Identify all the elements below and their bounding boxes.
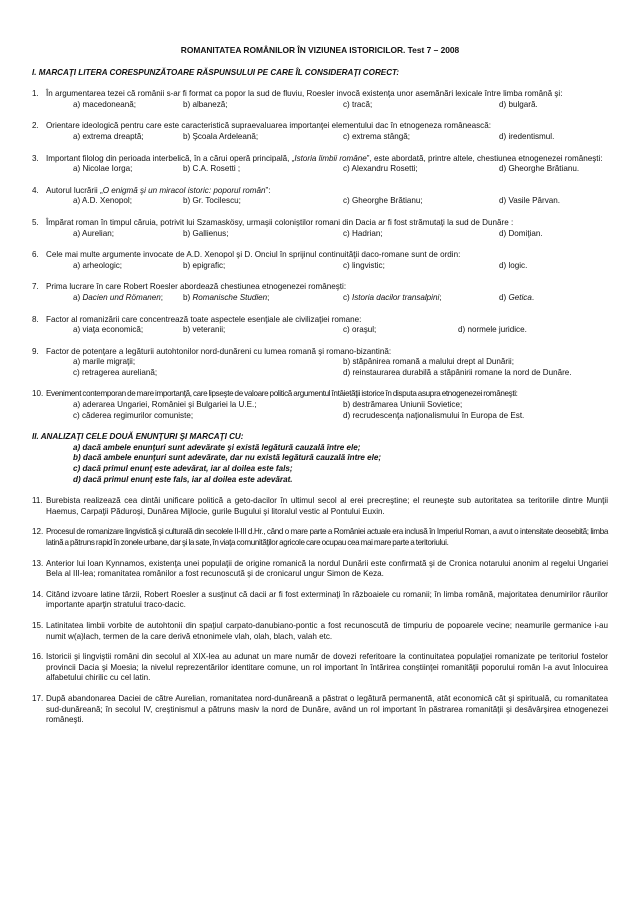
option-a[interactable]: a) arheologic;	[73, 260, 123, 270]
statement-text: După abandonarea Daciei de către Aurelian, romanitatea nord-dunăreană a păstrat o legătură permanentă, atât economică cât şi spirituală, cu romanitatea sud-dunăreană; în secolul IV, creştinismul a pătruns masiv la nord de Dunăre, având un rol important în păstrarea romanităţii şi desăvârşirea etnogenezei româneşti.	[46, 693, 608, 725]
question-text: Împărat roman în timpul căruia, potrivit lui Szamaskösy, urmaşii coloniştilor romani din Dacia ar fi fost strămutaţi la sud de Dunăre :	[46, 217, 514, 227]
answer-options	[46, 196, 608, 207]
option-b[interactable]: b) stăpânirea romană a malului drept al Dunării;	[343, 357, 514, 367]
book-title: Istoria limbii române	[294, 153, 367, 163]
key-b: b) dacă ambele enunţuri sunt adevărate, dar nu există legătură cauzală între ele;	[73, 453, 382, 463]
option-c[interactable]: c) retragerea aureliană;	[73, 367, 158, 377]
option-c[interactable]: c) extrema stângă;	[343, 131, 411, 141]
answer-options	[46, 100, 608, 111]
statement-text: Citând izvoare latine târzii, Robert Roesler a susţinut că dacii ar fi fost exterminaţi în războaiele cu romanii; în limba română, majoritatea denumirilor râurilor importante aparţin stratului traco-dacic.	[46, 589, 608, 610]
question-number: 8.	[32, 314, 39, 324]
option-letter: a)	[73, 292, 83, 302]
page-title: ROMANITATEA ROMÂNILOR ÎN VIZIUNEA ISTORICILOR. Test 7 – 2008	[180, 45, 460, 55]
option-d[interactable]: d) logic.	[499, 260, 528, 270]
option-c[interactable]: c) tracă;	[343, 99, 373, 109]
option-d[interactable]	[499, 293, 534, 304]
question-number: 3.	[32, 153, 39, 163]
statement-12	[32, 527, 608, 548]
statement-16	[32, 652, 608, 684]
answer-options	[46, 261, 608, 272]
option-punct: .	[531, 292, 535, 302]
option-c[interactable]: c) lingvistic;	[343, 260, 385, 270]
answer-options-row-2	[46, 368, 608, 379]
question-2	[32, 121, 608, 142]
answer-key-legend	[32, 443, 608, 485]
question-text: Factor al romanizării care concentrează toate aspectele esenţiale ale civilizaţiei romane:	[46, 314, 362, 324]
question-text	[46, 186, 608, 197]
option-letter: b)	[183, 292, 193, 302]
question-number: 5.	[32, 217, 39, 227]
statement-number: 11.	[32, 496, 43, 506]
option-d[interactable]: d) iredentismul.	[499, 131, 555, 141]
answer-options	[46, 229, 608, 240]
question-6	[32, 250, 608, 271]
statement-number: 13.	[32, 558, 44, 568]
option-letter: c)	[343, 292, 352, 302]
option-a[interactable]: a) Nicolae Iorga;	[73, 164, 133, 174]
question-4	[32, 186, 608, 207]
statement-text: Procesul de romanizare lingvistică şi culturală din secolele II-III d.Hr., când o mare parte a României actuale era inclusă în Imperiul Roman, a avut o intensitate deosebită; limba latină a pătruns rapid în zonele urbane, dar şi la sate, în viaţa comunităţilor agricole care ocupau cea mai mare parte a teritoriului.	[46, 527, 608, 547]
statement-13	[32, 559, 608, 580]
option-d[interactable]: d) normele juridice.	[458, 325, 527, 335]
question-9	[32, 347, 608, 379]
section-1-heading: I. MARCAŢI LITERA CORESPUNZĂTOARE RĂSPUNSULUI PE CARE ÎL CONSIDERAŢI CORECT:	[32, 67, 400, 77]
option-b[interactable]: b) Şcoala Ardeleană;	[183, 131, 259, 141]
statement-11	[32, 496, 608, 517]
question-number: 9.	[32, 346, 39, 356]
question-1	[32, 89, 608, 110]
question-3	[32, 154, 608, 175]
statement-14	[32, 590, 608, 611]
option-c[interactable]: c) oraşul;	[343, 325, 377, 335]
answer-options-row-1	[46, 400, 608, 411]
question-text-part: ”:	[265, 185, 271, 195]
answer-options	[46, 132, 608, 143]
question-number: 2.	[32, 121, 39, 131]
statement-number: 14.	[32, 589, 44, 599]
question-5	[32, 218, 608, 239]
option-a[interactable]: a) viaţa economică;	[73, 325, 144, 335]
section-2-heading: II. ANALIZAŢI CELE DOUĂ ENUNŢURI ŞI MARCAŢI CU:	[32, 432, 244, 442]
option-c[interactable]	[343, 293, 442, 304]
option-c[interactable]: c) Alexandru Rosetti;	[343, 164, 418, 174]
statement-text: Latinitatea limbii vorbite de autohtonii din spaţiul carpato-danubiano-pontic a fost recunoscută de timpuriu de popoarele vecine; neamurile germanice i-au numit w(a)lach, termen de la care derivă etnonimele vlah, olah, blach, valah etc.	[46, 620, 608, 641]
statement-15	[32, 621, 608, 642]
option-b[interactable]: b) albaneză;	[183, 99, 228, 109]
statement-number: 16.	[32, 652, 44, 662]
question-8	[32, 315, 608, 336]
option-title: Dacien und Römanen	[82, 292, 161, 302]
option-b[interactable]: b) Gallienus;	[183, 228, 229, 238]
statement-number: 15.	[32, 620, 44, 630]
option-b[interactable]: b) veteranii;	[183, 325, 226, 335]
key-d: d) dacă primul enunţ este fals, iar al doilea este adevărat.	[73, 474, 293, 484]
option-d[interactable]: d) Gheorghe Brătianu.	[499, 164, 580, 174]
option-a[interactable]	[73, 293, 163, 304]
question-text	[46, 154, 608, 165]
option-punct: ;	[439, 292, 442, 302]
answer-options	[46, 325, 608, 336]
question-text-part: Important filolog din perioada interbelică, în a cărui operă principală, „	[46, 153, 295, 163]
option-a[interactable]: a) Aurelian;	[73, 228, 114, 238]
statement-number: 17.	[32, 693, 44, 703]
book-title: O enigmă şi un miracol istoric: poporul român	[102, 185, 266, 195]
statement-text: Burebista realizează cea dintâi unificare politică a geto-dacilor în ultimul secol al erei precreştine; el reuneşte sub autoritatea sa teritoriile dintre Munţii Haemus, Carpaţii Păduroşi, Dunărea Mijlocie, gurile Bugului şi litoralul vestic al Pontului Euxin.	[46, 496, 608, 516]
option-b[interactable]: b) Gr. Tocilescu;	[183, 196, 241, 206]
option-d[interactable]: d) reinstaurarea durabilă a stăpânirii romane la nord de Dunăre.	[343, 367, 572, 377]
question-text: Eveniment contemporan de mare importanţă, care lipseşte de valoare politică argumentul întâietăţii istorice în disputa asupra etnogenezei româneşti:	[46, 389, 518, 399]
option-b[interactable]	[183, 293, 269, 304]
option-letter: d)	[499, 292, 509, 302]
option-a[interactable]: a) A.D. Xenopol;	[73, 196, 132, 206]
question-text: Cele mai multe argumente invocate de A.D. Xenopol şi D. Onciul în sprijinul continuităţii daco-romane sunt de ordin:	[46, 250, 461, 260]
option-b[interactable]: b) destrămarea Uniunii Sovietice;	[343, 400, 463, 410]
option-a[interactable]: a) marile migraţii;	[73, 357, 136, 367]
statement-number: 12.	[32, 527, 44, 537]
key-c: c) dacă primul enunţ este adevărat, iar al doilea este fals;	[73, 464, 293, 474]
statement-text: Anterior lui Ioan Kynnamos, existenţa unei populaţii de origine romanică la nordul Dunării este confirmată şi de Cronica notarului anonim al regelui Ungariei Bela al III-lea; romanitatea românilor a fost recunoscută şi de cronicarul ungur Simon de Keza.	[46, 558, 608, 579]
question-text: Orientare ideologică pentru care este caracteristică supraevaluarea importanţei elementului dac în etnogeneza românească:	[46, 121, 491, 131]
question-number: 10.	[32, 389, 44, 399]
option-c[interactable]: c) Gheorghe Brătianu;	[343, 196, 423, 206]
key-a: a) dacă ambele enunţuri sunt adevărate şi există legătură cauzală între ele;	[73, 442, 361, 452]
option-a[interactable]: a) extrema dreaptă;	[73, 131, 144, 141]
option-b[interactable]: b) C.A. Rosetti ;	[183, 164, 241, 174]
question-text: Prima lucrare în care Robert Roesler abordează chestiunea etnogenezei româneşti:	[46, 282, 347, 292]
option-c[interactable]: c) căderea regimurilor comuniste;	[73, 410, 194, 420]
option-title: Istoria dacilor transalpini	[352, 292, 440, 302]
question-text-part: Autorul lucrării „	[46, 185, 103, 195]
option-a[interactable]: a) macedoneană;	[73, 99, 136, 109]
option-a[interactable]: a) aderarea Ungariei, României şi Bulgariei la U.E.;	[73, 400, 257, 410]
question-text: În argumentarea tezei că românii s-ar fi format ca popor la sud de fluviu, Roesler invocă existenţa unor asemănări lexicale între limba română şi:	[46, 89, 563, 99]
option-d[interactable]: d) Domiţian.	[499, 228, 543, 238]
option-punct: ;	[160, 292, 163, 302]
option-d[interactable]: d) Vasile Pârvan.	[499, 196, 561, 206]
option-c[interactable]: c) Hadrian;	[343, 228, 383, 238]
statement-17	[32, 694, 608, 726]
option-title: Getica	[508, 292, 532, 302]
option-d[interactable]: d) recrudescenţa naţionalismului în Europa de Est.	[343, 410, 525, 420]
answer-options-row-1	[46, 357, 608, 368]
option-title: Romanische Studien	[192, 292, 268, 302]
option-b[interactable]: b) epigrafic;	[183, 260, 226, 270]
question-number: 1.	[32, 89, 39, 99]
question-number: 7.	[32, 282, 39, 292]
answer-options	[46, 164, 608, 175]
question-number: 6.	[32, 250, 39, 260]
option-d[interactable]: d) bulgară.	[499, 99, 538, 109]
answer-options	[46, 293, 608, 304]
answer-options-row-2	[46, 411, 608, 422]
question-text: Factor de potenţare a legăturii autohtonilor nord-dunăreni cu lumea romană şi romano-bizantină:	[46, 346, 392, 356]
statement-text: Istoricii şi lingviştii români din secolul al XIX-lea au adunat un mare număr de dovezi referitoare la continuitatea populaţiei romanizate pe teritoriul fostelor provincii Dacia şi Moesia; la nivelul reprezentărilor identitare comune, un rol important în întărirea conştiinţei romanităţii poporului român l-a avut înlocuirea alfabetului chirilic cu cel latin.	[46, 652, 608, 683]
option-punct: ;	[267, 292, 270, 302]
question-7	[32, 282, 608, 303]
test-page	[32, 45, 608, 736]
question-number: 4.	[32, 185, 39, 195]
question-text-part: ”, este abordată, printre altele, chestiunea etnogenezei româneşti:	[366, 153, 603, 163]
question-10	[32, 389, 608, 421]
